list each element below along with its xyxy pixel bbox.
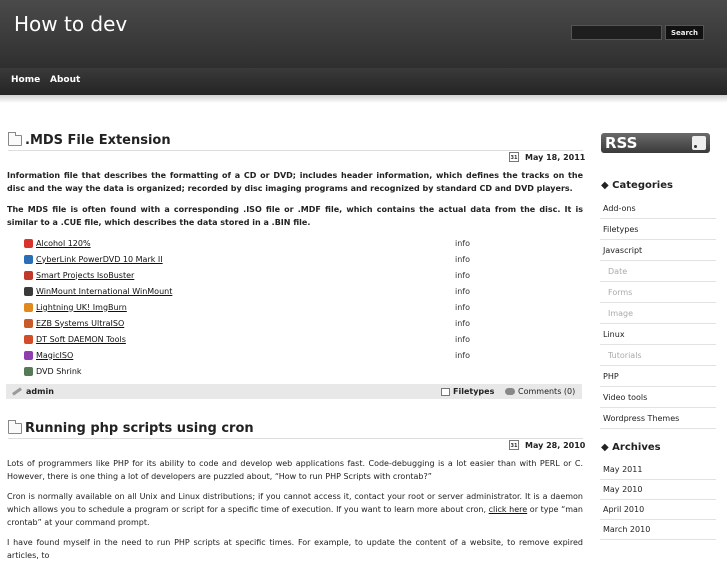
- rss-label: RSS: [605, 134, 638, 152]
- software-info[interactable]: info: [455, 238, 471, 248]
- isobuster-app-icon: [24, 271, 33, 280]
- software-info[interactable]: info: [455, 254, 471, 264]
- category-item[interactable]: Filetypes: [600, 219, 716, 240]
- post-category-link[interactable]: Filetypes: [453, 387, 495, 396]
- post-title-text[interactable]: .MDS File Extension: [25, 133, 171, 148]
- software-link[interactable]: Lightning UK! ImgBurn: [36, 302, 127, 312]
- magiciso-app-icon: [24, 351, 33, 360]
- category-item[interactable]: Forms: [600, 282, 716, 303]
- post-title[interactable]: [8, 133, 171, 148]
- folder-icon: [8, 423, 22, 434]
- post-title[interactable]: [8, 421, 254, 436]
- software-link[interactable]: EZB Systems UltraISO: [36, 318, 125, 328]
- post-paragraph: I have found myself in the need to run PHP scripts at specific times. For example, to update the content of a website, to remove expired articles, to: [7, 538, 583, 560]
- archive-item[interactable]: March 2010: [600, 520, 716, 540]
- folder-icon: [8, 135, 22, 146]
- software-link[interactable]: Smart Projects IsoBuster: [36, 270, 135, 280]
- title-divider: [8, 150, 583, 151]
- nav-item-about[interactable]: About: [50, 75, 81, 85]
- rss-icon: [692, 136, 706, 150]
- nav-shadow: [0, 95, 727, 103]
- post-paragraph: Cron is normally available on all Unix and Linux distributions; if you cannot access it, contact your root or server administrator. It is a daemon which allows you to schedule a program or script for a specific time of execution. If you want to learn more about cron, click here or type “man crontab” at your command prompt.: [7, 492, 584, 527]
- category-item[interactable]: Add-ons: [600, 198, 716, 219]
- post-paragraph: Lots of programmers like PHP for its ability to code and develop web applications fast. Code-debugging is a lot easier than with PERL or C. However, there is one thing a lot of developers are puzzled about, “How to run PHP Scripts with crontab?”: [7, 459, 583, 481]
- comment-icon: [505, 388, 515, 395]
- software-link[interactable]: Alcohol 120%: [36, 238, 91, 248]
- pencil-icon: [12, 387, 22, 395]
- archive-item[interactable]: May 2010: [600, 480, 716, 500]
- post-comments-link[interactable]: Comments (0): [518, 387, 576, 396]
- post-category: [441, 387, 494, 396]
- post-footer: [6, 384, 582, 399]
- software-row: [24, 332, 484, 346]
- site-title[interactable]: How to dev: [14, 12, 128, 36]
- software-info[interactable]: info: [455, 270, 471, 280]
- daemon-tools-app-icon: [24, 335, 33, 344]
- calendar-icon: 31: [509, 440, 519, 450]
- category-item[interactable]: Date: [600, 261, 716, 282]
- post-comments: [505, 387, 575, 396]
- dvd-shrink-app-icon: [24, 367, 33, 376]
- software-info[interactable]: info: [455, 302, 471, 312]
- category-item[interactable]: PHP: [600, 366, 716, 387]
- category-item[interactable]: Image: [600, 303, 716, 324]
- software-row: [24, 300, 484, 314]
- category-item[interactable]: Tutorials: [600, 345, 716, 366]
- software-row: [24, 268, 484, 282]
- rss-feed-button[interactable]: [601, 133, 710, 153]
- archive-item[interactable]: April 2010: [600, 500, 716, 520]
- software-row: [24, 252, 484, 266]
- search-button[interactable]: Search: [665, 25, 704, 40]
- software-info[interactable]: info: [455, 334, 471, 344]
- software-row: [24, 284, 484, 298]
- software-row: [24, 348, 484, 362]
- category-item[interactable]: Javascript: [600, 240, 716, 261]
- software-name: DVD Shrink: [36, 366, 82, 376]
- search-input[interactable]: [571, 25, 662, 40]
- category-icon: [441, 388, 450, 396]
- post-paragraph: The MDS file is often found with a corresponding .ISO file or .MDF file, which contains the actual data from the disc. It is similar to a .CUE file, which describes the data stored in a .BIN file.: [7, 205, 583, 227]
- software-row: [24, 316, 484, 330]
- post-date-text: May 28, 2010: [525, 440, 586, 450]
- site-header: [0, 0, 727, 68]
- powerdvd-app-icon: [24, 255, 33, 264]
- click-here-link[interactable]: click here: [488, 505, 528, 514]
- category-item[interactable]: Wordpress Themes: [600, 408, 716, 429]
- winmount-app-icon: [24, 287, 33, 296]
- post-author[interactable]: admin: [26, 387, 54, 396]
- category-item[interactable]: Video tools: [600, 387, 716, 408]
- alcohol-app-icon: [24, 239, 33, 248]
- categories-heading: ◆ Categories: [601, 180, 673, 191]
- software-link[interactable]: MagicISO: [36, 350, 74, 360]
- post-date: [509, 440, 585, 450]
- software-info[interactable]: info: [455, 318, 471, 328]
- software-row: [24, 236, 484, 250]
- post-date: [509, 152, 585, 162]
- nav-item-home[interactable]: Home: [11, 75, 41, 85]
- archive-item[interactable]: May 2011: [600, 460, 716, 480]
- post-title-text[interactable]: Running php scripts using cron: [25, 421, 254, 436]
- software-link[interactable]: WinMount International WinMount: [36, 286, 173, 296]
- software-info[interactable]: info: [455, 350, 471, 360]
- main-nav: [0, 68, 727, 95]
- software-info[interactable]: info: [455, 286, 471, 296]
- software-row: [24, 364, 484, 378]
- post-paragraph: Information file that describes the formatting of a CD or DVD; includes header information, which defines the tracks on the disc and the way the data is organized; recorded by disc imaging programs and recognized by standard CD and DVD players.: [7, 171, 583, 193]
- post-date-text: May 18, 2011: [525, 152, 586, 162]
- imgburn-app-icon: [24, 303, 33, 312]
- title-divider: [8, 438, 583, 439]
- ultraiso-app-icon: [24, 319, 33, 328]
- calendar-icon: 31: [509, 152, 519, 162]
- software-link[interactable]: CyberLink PowerDVD 10 Mark II: [36, 254, 163, 264]
- archives-heading: ◆ Archives: [601, 442, 661, 453]
- category-item[interactable]: Linux: [600, 324, 716, 345]
- software-link[interactable]: DT Soft DAEMON Tools: [36, 334, 126, 344]
